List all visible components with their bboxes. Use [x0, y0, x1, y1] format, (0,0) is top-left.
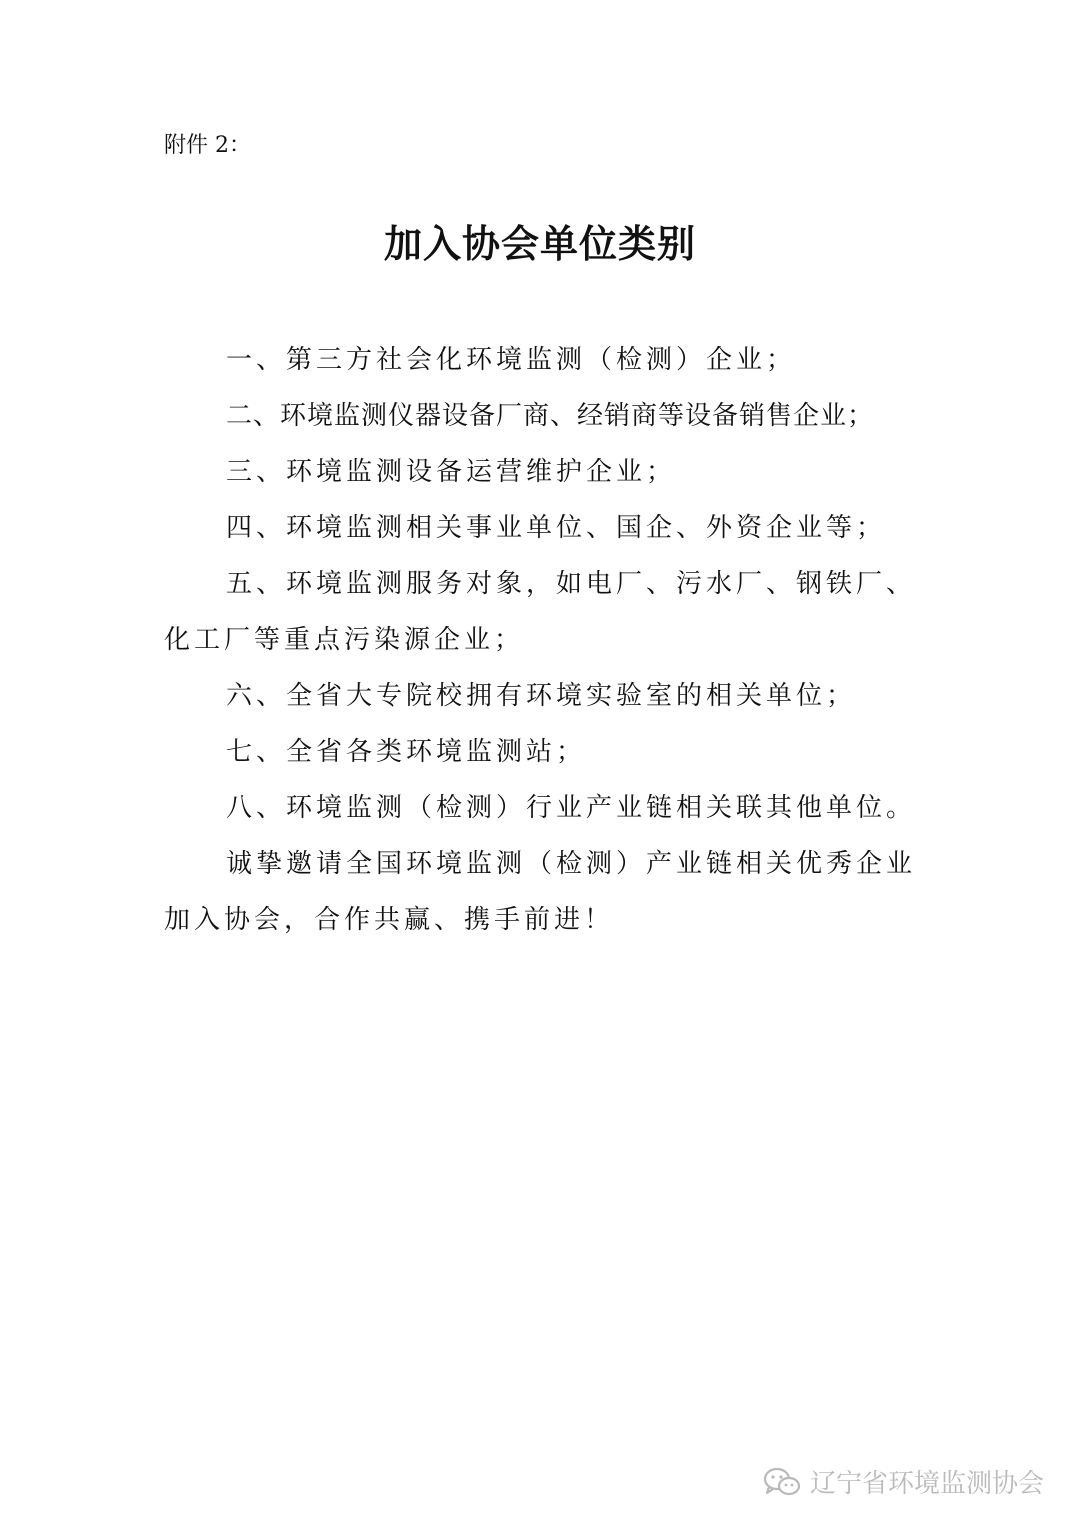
- category-item-4: 四、环境监测相关事业单位、国企、外资企业等；: [226, 513, 887, 543]
- wechat-icon: [762, 1466, 802, 1498]
- category-item-2: 二、环境监测仪器设备厂商、经销商等设备销售企业；: [226, 401, 875, 431]
- wechat-watermark: [762, 1463, 1044, 1500]
- invitation-paragraph: 诚挚邀请全国环境监测（检测）产业链相关优秀企业加入协会，合作共赢、携手前进！: [164, 849, 917, 935]
- category-item-8: 八、环境监测（检测）行业产业链相关联其他单位。: [226, 793, 917, 823]
- category-item-6: 六、全省大专院校拥有环境实验室的相关单位；: [226, 681, 857, 711]
- category-item-3: 三、环境监测设备运营维护企业；: [226, 457, 677, 487]
- category-item-7: 七、全省各类环境监测站；: [226, 737, 587, 767]
- attachment-label: 附件 2：: [164, 133, 251, 158]
- document-title: 加入协会单位类别: [383, 222, 696, 266]
- watermark-text: 辽宁省环境监测协会: [809, 1469, 1044, 1499]
- category-item-5: 五、环境监测服务对象，如电厂、污水厂、钢铁厂、化工厂等重点污染源企业；: [164, 569, 917, 655]
- category-item-1: 一、第三方社会化环境监测（检测）企业；: [226, 345, 797, 375]
- document-body: [164, 332, 920, 948]
